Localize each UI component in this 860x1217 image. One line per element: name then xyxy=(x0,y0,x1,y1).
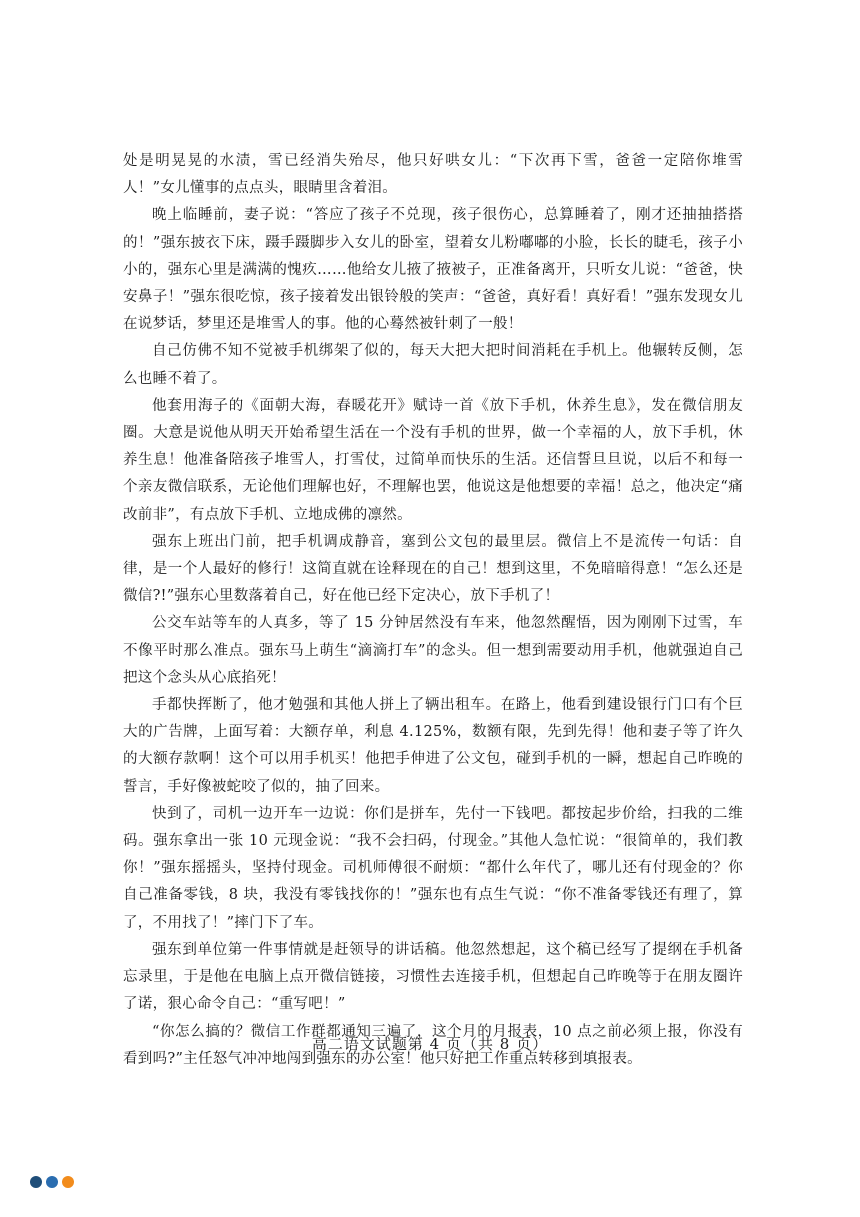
paragraph-7: 手都快挥断了，他才勉强和其他人拼上了辆出租车。在路上，他看到建设银行门口有个巨大的广告牌，上面写着：大额存单，利息 4.125%，数额有限，先到先得！他和妻子等了许久的大额存款啊！这个可以用手机买！他把手伸进了公文包，碰到手机的一瞬，想起自己昨晚的誓言，手好像被蛇咬了似的，抽了回来。 xyxy=(123,697,743,795)
paragraph-5: 强东上班出门前，把手机调成静音，塞到公文包的最里层。微信上不是流传一句话：自律，是一个人最好的修行！这简直就在诠释现在的自己！想到这里，不免暗暗得意！“怎么还是微信?!”强东心里数落着自己，好在他已经下定决心，放下手机了！ xyxy=(123,533,743,605)
article-body xyxy=(123,148,743,1073)
paragraph-2: 晚上临睡前，妻子说：“答应了孩子不兑现，孩子很伤心，总算睡着了，刚才还抽抽搭搭的！”强东披衣下床，蹑手蹑脚步入女儿的卧室，望着女儿粉嘟嘟的小脸，长长的睫毛，孩子小小的，强东心里是满满的愧疚……他给女儿掖了掖被子，正准备离开，只听女儿说：“爸爸，快安鼻子！”强东很吃惊，孩子接着发出银铃般的笑声：“爸爸，真好看！真好看！”强东发现女儿在说梦话，梦里还是堆雪人的事。他的心蓦然被针刺了一般！ xyxy=(123,207,743,333)
paragraph-4: 他套用海子的《面朝大海，春暖花开》赋诗一首《放下手机，休养生息》，发在微信朋友圈。大意是说他从明天开始希望生活在一个没有手机的世界，做一个幸福的人，放下手机，休养生息！他准备陪孩子堆雪人，打雪仗，过简单而快乐的生活。还信誓旦旦说，以后不和每一个亲友微信联系，无论他们理解也好，不理解也罢，他说这是他想要的幸福！总之，他决定“痛改前非”，有点放下手机、立地成佛的凛然。 xyxy=(123,397,743,523)
dot-blue xyxy=(46,1176,58,1188)
page-footer: 高二语文试题第 4 页（共 8 页） xyxy=(311,1035,549,1053)
paragraph-6: 公交车站等车的人真多，等了 15 分钟居然没有车来，他忽然醒悟，因为刚刚下过雪，车不像平时那么准点。强东马上萌生“滴滴打车”的念头。但一想到需要动用手机，他就强迫自己把这个念头从心底掐死！ xyxy=(123,615,743,686)
paragraph-1: 处是明晃晃的水渍，雪已经消失殆尽，他只好哄女儿：“下次再下雪，爸爸一定陪你堆雪人！”女儿懂事的点点头，眼睛里含着泪。 xyxy=(123,153,743,197)
dot-orange xyxy=(62,1176,74,1188)
paragraph-8: 快到了，司机一边开车一边说：你们是拼车，先付一下钱吧。都按起步价给，扫我的二维码。强东拿出一张 10 元现金说：“我不会扫码，付现金。”其他人急忙说：“很简单的，我们教你！”强东摇摇头，坚持付现金。司机师傅很不耐烦：“都什么年代了，哪儿还有付现金的？你自己准备零钱，8 块，我没有零钱找你的！”强东也有点生气说：“你不准备零钱还有理了，算了，不用找了！”摔门下了车。 xyxy=(123,805,743,931)
dot-dark-blue xyxy=(30,1176,42,1188)
paragraph-3: 自己仿佛不知不觉被手机绑架了似的，每天大把大把时间消耗在手机上。他辗转反侧，怎么也睡不着了。 xyxy=(123,343,743,387)
paragraph-10: “你怎么搞的？微信工作群都通知三遍了，这个月的月报表，10 点之前必须上报，你没有看到吗?”主任怒气冲冲地闯到强东的办公室！他只好把工作重点转移到填报表。 xyxy=(123,1023,743,1067)
paragraph-9: 强东到单位第一件事情就是赶领导的讲话稿。他忽然想起，这个稿已经写了提纲在手机备忘录里，于是他在电脑上点开微信链接，习惯性去连接手机，但想起自己昨晚等于在朋友圈许了诺，狠心命令自己：“重写吧！” xyxy=(123,941,743,1013)
decorative-dots xyxy=(30,1176,74,1190)
